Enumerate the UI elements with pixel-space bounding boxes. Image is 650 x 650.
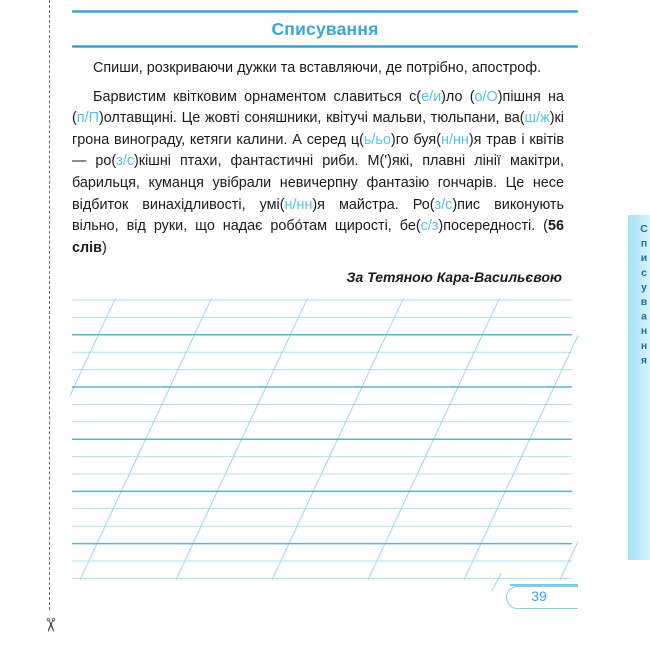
- exercise-body: [72, 58, 564, 289]
- page-header: [72, 10, 578, 48]
- page-content: [72, 0, 650, 650]
- cut-guide-dashed-line: [49, 0, 50, 610]
- bracket-alternative: о/О: [474, 88, 498, 105]
- bracket-alternative: з/с: [434, 196, 453, 213]
- passage-segment: )го буя(: [390, 131, 442, 148]
- passage-segment: Барвистим квітковим орнаментом славиться с(: [93, 88, 422, 105]
- page-footer: [72, 584, 578, 614]
- passage-segment: )я майстра. Ро(: [312, 196, 435, 213]
- bracket-alternative: с/з: [420, 218, 439, 235]
- passage-segment: )кі грона винограду, кетяги калини. А серед ц(: [72, 110, 564, 148]
- header-rule-bottom: [72, 45, 578, 48]
- passage-segment: )я трав і квітів — ро(: [72, 131, 564, 170]
- section-side-tab[interactable]: [628, 215, 650, 560]
- bracket-alternative: н/нн: [441, 131, 469, 148]
- attribution-text: За Тетяною Кара-Васильєвою: [346, 269, 562, 286]
- passage-segment: )кішні птахи, фантастичні риби. М(')які, плавні лінії макітри, барильця, куманця увібрали невичерпну фантазію гончарів. Це несе відбиток винахідливості, умі(: [72, 153, 564, 213]
- writing-grid[interactable]: [70, 298, 578, 580]
- passage-text: [72, 87, 564, 260]
- bracket-alternative: з/с: [116, 153, 135, 170]
- bracket-alternative: ь/ьо: [363, 131, 391, 148]
- passage-segment: )олтавщині. Це жовті соняшники, квітучі мальви, тюльпани, ва(: [98, 110, 525, 127]
- passage-segment: )пис виконують вільно, від руки, що надає робо́там щирості, бе(: [72, 196, 565, 235]
- passage-segment: ): [102, 239, 107, 256]
- bracket-alternative: п/П: [76, 110, 99, 127]
- passage-segment: )ло (: [441, 88, 475, 105]
- scissors-icon: ✂: [39, 617, 60, 633]
- writing-grid-lines: [70, 298, 578, 580]
- section-side-tab-label: Списування: [638, 223, 650, 369]
- bracket-alternative: ш/ж: [524, 110, 550, 127]
- passage-segment: )посередності. (: [438, 218, 548, 235]
- word-count: 56 слів: [72, 218, 564, 256]
- bracket-alternative: е/и: [421, 88, 442, 105]
- bracket-alternative: н/нн: [284, 196, 313, 213]
- instruction-text: Спиши, розкриваючи дужки та вставляючи, де потрібно, апостроф.: [93, 60, 542, 76]
- passage-segment: )пішня на (: [72, 88, 564, 127]
- page-number: 39: [531, 588, 547, 604]
- page-title: Списування: [271, 19, 379, 39]
